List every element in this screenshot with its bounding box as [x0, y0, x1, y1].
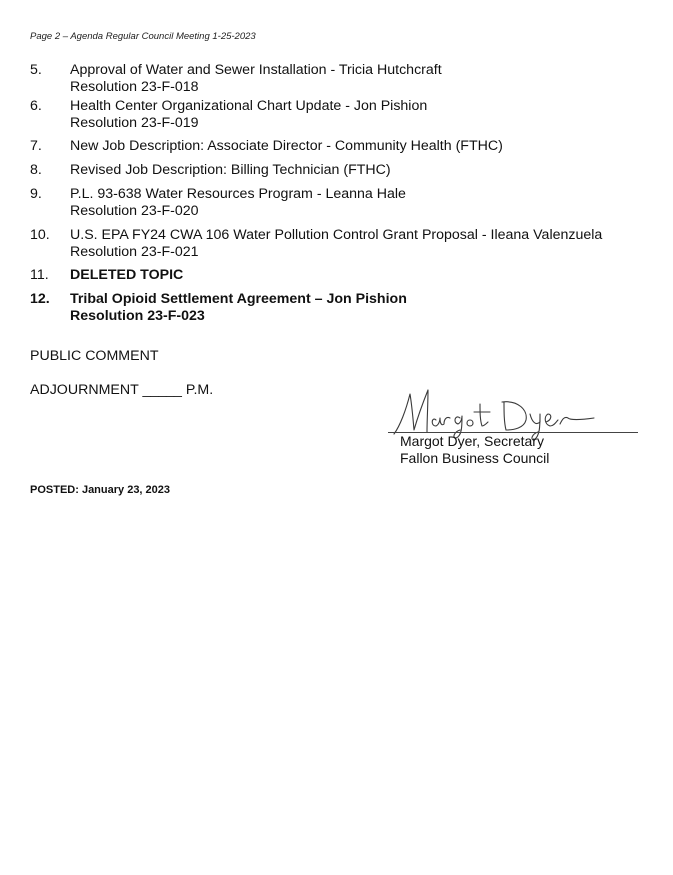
- item-number: 5.: [30, 62, 42, 78]
- item-title: U.S. EPA FY24 CWA 106 Water Pollution Control Grant Proposal - Ileana Valenzuela: [70, 227, 603, 243]
- item-resolution: Resolution 23-F-023: [70, 308, 205, 324]
- item-title: DELETED TOPIC: [70, 267, 184, 283]
- item-number: 10.: [30, 227, 50, 243]
- adjournment: ADJOURNMENT _____ P.M.: [30, 382, 214, 398]
- item-resolution: Resolution 23-F-021: [70, 244, 199, 260]
- agenda-item-11: [30, 267, 660, 291]
- item-title: Tribal Opioid Settlement Agreement – Jon Pishion: [70, 291, 407, 307]
- item-resolution: Resolution 23-F-019: [70, 115, 199, 131]
- item-number: 7.: [30, 138, 42, 154]
- agenda-item-5: [30, 62, 660, 98]
- agenda-item-8: [30, 162, 660, 186]
- agenda-item-12: [30, 291, 660, 327]
- item-title: P.L. 93-638 Water Resources Program - Leanna Hale: [70, 186, 406, 202]
- item-resolution: Resolution 23-F-020: [70, 203, 199, 219]
- agenda-item-9: [30, 186, 660, 227]
- agenda-item-10: [30, 227, 660, 267]
- page-header: Page 2 – Agenda Regular Council Meeting 1-25-2023: [30, 31, 256, 42]
- item-title: Approval of Water and Sewer Installation - Tricia Hutchcraft: [70, 62, 442, 78]
- item-number: 12.: [30, 291, 50, 307]
- agenda-item-7: [30, 138, 660, 162]
- item-number: 11.: [30, 267, 49, 283]
- signature-block: [380, 380, 650, 470]
- item-title: Health Center Organizational Chart Update - Jon Pishion: [70, 98, 428, 114]
- item-title: Revised Job Description: Billing Technician (FTHC): [70, 162, 391, 178]
- signatory-name-title: Margot Dyer, Secretary: [400, 433, 544, 449]
- item-number: 8.: [30, 162, 42, 178]
- posted-date: POSTED: January 23, 2023: [30, 484, 171, 496]
- item-number: 6.: [30, 98, 42, 114]
- item-resolution: Resolution 23-F-018: [70, 79, 199, 95]
- item-number: 9.: [30, 186, 42, 202]
- public-comment: PUBLIC COMMENT: [30, 348, 159, 364]
- agenda-item-6: [30, 98, 660, 138]
- agenda-list: [30, 62, 660, 327]
- item-title: New Job Description: Associate Director - Community Health (FTHC): [70, 138, 503, 154]
- signatory-organization: Fallon Business Council: [400, 450, 550, 466]
